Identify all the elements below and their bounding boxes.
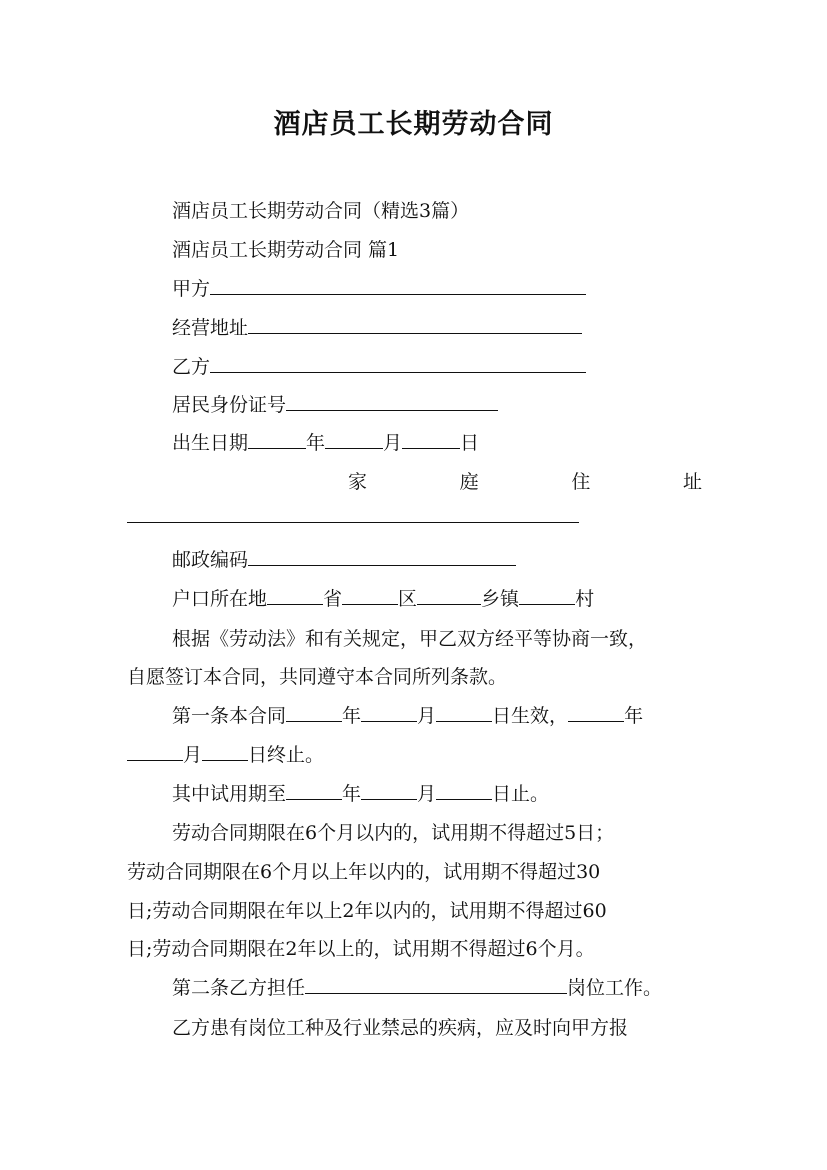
village-blank <box>519 584 575 605</box>
article-2-label: 第二条乙方担任 <box>172 977 306 999</box>
household-label: 户口所在地 <box>172 588 268 610</box>
probation-line <box>172 779 549 809</box>
position-work-label: 岗位工作。 <box>567 977 663 999</box>
document-title: 酒店员工长期劳动合同 <box>273 109 554 140</box>
party-a-label: 甲方 <box>172 278 211 300</box>
end-day-blank <box>202 740 248 761</box>
id-number-blank <box>286 390 498 411</box>
subtitle-line: 酒店员工长期劳动合同（精选3篇） <box>172 200 470 222</box>
probation-month-blank <box>361 779 417 800</box>
start-day-blank <box>436 701 492 722</box>
start-month-label: 月 <box>417 705 437 727</box>
start-year-label: 年 <box>342 705 362 727</box>
termination-label: 日终止。 <box>248 744 325 766</box>
party-a-blank <box>210 274 586 295</box>
article-2-line <box>172 973 662 1003</box>
postal-code-line <box>172 545 516 575</box>
district-label: 区 <box>398 588 418 610</box>
business-address-label: 经营地址 <box>172 317 249 339</box>
probation-label: 其中试用期至 <box>172 783 287 805</box>
paragraph-line: 劳动合同期限在6个月以内的，试用期不得超过5日； <box>172 822 615 844</box>
province-blank <box>267 584 323 605</box>
article-1-line <box>172 701 643 731</box>
paragraph-line: 日;劳动合同期限在年以上2年以内的，试用期不得超过60 <box>127 900 607 922</box>
household-registration-line <box>172 584 594 614</box>
business-address-blank <box>248 313 582 334</box>
birth-year-label: 年 <box>306 432 326 454</box>
id-number-label: 居民身份证号 <box>172 394 287 416</box>
probation-end-label: 日止。 <box>492 783 550 805</box>
party-a-line <box>172 274 586 304</box>
home-address-char: 址 <box>682 471 702 493</box>
party-b-blank <box>210 352 586 373</box>
birth-day-label: 日 <box>460 432 480 454</box>
paragraph-line: 日;劳动合同期限在2年以上的，试用期不得超过6个月。 <box>127 938 595 960</box>
end-year-label: 年 <box>624 705 644 727</box>
home-address-char: 家 <box>348 471 368 493</box>
paragraph-line: 自愿签订本合同，共同遵守本合同所列条款。 <box>127 666 508 688</box>
probation-year-label: 年 <box>342 783 362 805</box>
birth-month-blank <box>325 428 383 449</box>
effective-label: 日生效， <box>492 705 569 727</box>
home-address-blank-line <box>127 502 579 532</box>
end-month-blank <box>127 740 183 761</box>
end-month-label: 月 <box>183 744 203 766</box>
home-address-blank <box>127 502 579 523</box>
start-year-blank <box>286 701 342 722</box>
paragraph-line: 根据《劳动法》和有关规定，甲乙双方经平等协商一致， <box>172 628 648 650</box>
birth-day-blank <box>402 428 460 449</box>
party-b-line <box>172 352 586 382</box>
home-address-char: 住 <box>571 471 591 493</box>
section-heading: 酒店员工长期劳动合同 篇1 <box>172 239 400 261</box>
party-b-label: 乙方 <box>172 356 211 378</box>
end-year-blank <box>568 701 624 722</box>
home-address-char: 庭 <box>459 471 479 493</box>
village-label: 村 <box>575 588 595 610</box>
position-blank <box>305 973 567 994</box>
start-month-blank <box>361 701 417 722</box>
home-address-label-line <box>348 467 702 497</box>
postal-code-blank <box>248 545 516 566</box>
business-address-line <box>172 313 582 343</box>
township-blank <box>417 584 481 605</box>
probation-year-blank <box>286 779 342 800</box>
article-1-cont-line <box>127 740 324 770</box>
paragraph-line: 乙方患有岗位工种及行业禁忌的疾病，应及时向甲方报 <box>172 1017 629 1039</box>
postal-code-label: 邮政编码 <box>172 549 249 571</box>
probation-month-label: 月 <box>417 783 437 805</box>
province-label: 省 <box>323 588 343 610</box>
township-label: 乡镇 <box>481 588 520 610</box>
birth-year-blank <box>248 428 306 449</box>
paragraph-line: 劳动合同期限在6个月以上年以内的，试用期不得超过30 <box>127 861 601 883</box>
id-number-line <box>172 390 498 420</box>
birth-month-label: 月 <box>383 432 403 454</box>
probation-day-blank <box>436 779 492 800</box>
birth-date-line <box>172 428 479 458</box>
district-blank <box>342 584 398 605</box>
article-1-label: 第一条本合同 <box>172 705 287 727</box>
birth-date-label: 出生日期 <box>172 432 249 454</box>
